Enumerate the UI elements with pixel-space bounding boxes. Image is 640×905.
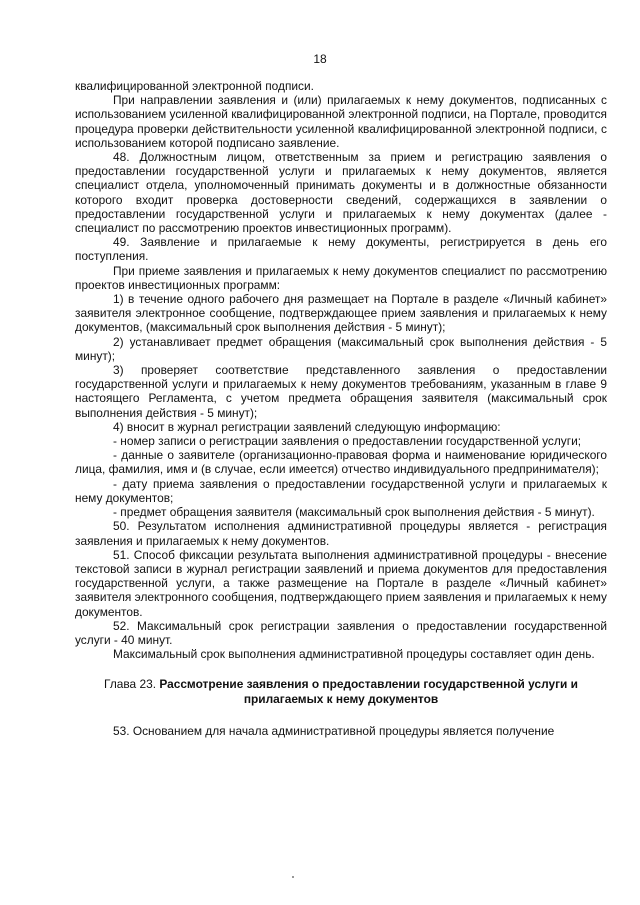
list-item-4: 4) вносит в журнал регистрации заявлений следующую информацию: xyxy=(113,419,501,434)
paragraph: квалифицированной электронной подписи. xyxy=(75,79,314,93)
paragraph-52: 52. Максимальный срок регистрации заявления о предоставлении государственной услуги - 40 минут. xyxy=(75,618,607,647)
scan-speck xyxy=(292,876,294,878)
dash-item: - данные о заявителе (организационно-правовая форма и наименование юридического лица, фамилия, имя и (в случае, если имеется) отчество индивидуального предпринимателя); xyxy=(75,448,607,477)
paragraph-51: 51. Способ фиксации результата выполнения административной процедуры - внесение текстовой записи в журнал регистрации заявлений и приема документов для предоставления государственной услуги, а также размещение на Портале в разделе «Личный кабинет» заявителя электронного сообщения, подтверждающего прием заявления и прилагаемых к нему документов. xyxy=(75,547,607,619)
paragraph: При приеме заявления и прилагаемых к нему документов специалист по рассмотрению проектов инвестиционных программ: xyxy=(75,263,607,292)
list-item-2: 2) устанавливает предмет обращения (максимальный срок выполнения действия - 5 минут); xyxy=(75,334,607,363)
paragraph: При направлении заявления и (или) прилагаемых к нему документов, подписанных с использованием усиленной квалифицированной электронной подписи, на Портале, проводится процедура проверки действительности усиленной квалифицированной электронной подписи, с использованием которой подписано заявление. xyxy=(75,93,607,150)
dash-item: - номер записи о регистрации заявления о предоставлении государственной услуги; xyxy=(113,434,582,449)
dash-item: - предмет обращения заявителя (максимальный срок выполнения действия - 5 минут). xyxy=(113,505,595,520)
paragraph-53: 53. Основанием для начала административной процедуры является получение xyxy=(113,724,555,739)
paragraph-50: 50. Результатом исполнения административной процедуры является - регистрация заявления и прилагаемых к нему документов. xyxy=(75,519,607,548)
dash-item: - дату приема заявления о предоставлении государственной услуги и прилагаемых к нему документов; xyxy=(75,476,607,505)
page-number: 18 xyxy=(313,52,327,66)
paragraph: Максимальный срок выполнения административной процедуры составляет один день. xyxy=(113,647,595,662)
chapter-heading xyxy=(75,677,607,707)
document-body xyxy=(75,79,607,739)
chapter-number: Глава 23. xyxy=(104,677,156,692)
chapter-title: Рассмотрение заявления о предоставлении государственной услуги и прилагаемых к нему документов xyxy=(159,677,578,707)
paragraph-48: 48. Должностным лицом, ответственным за прием и регистрацию заявления о предоставлении государственной услуги и прилагаемых к нему документов, является специалист отдела, уполномоченный принимать документы и в должностные обязанности которого входит проверка достоверности сведений, содержащихся в заявлении о предоставлении государственной услуги и прилагаемых к нему документах (далее - специалист по рассмотрению проектов инвестиционных программ). xyxy=(75,150,607,236)
paragraph-49: 49. Заявление и прилагаемые к нему документы, регистрируется в день его поступления. xyxy=(75,235,607,264)
list-item-3: 3) проверяет соответствие представленного заявления о предоставлении государственной услуги и прилагаемых к нему документов требованиям, указанным в главе 9 настоящего Регламента, с учетом предмета обращения заявителя (максимальный срок выполнения действия - 5 минут); xyxy=(75,363,607,420)
list-item-1: 1) в течение одного рабочего дня размещает на Портале в разделе «Личный кабинет» заявителя электронное сообщение, подтверждающее прием заявления и прилагаемых к нему документов, (максимальный срок выполнения действия - 5 минут); xyxy=(75,292,607,335)
